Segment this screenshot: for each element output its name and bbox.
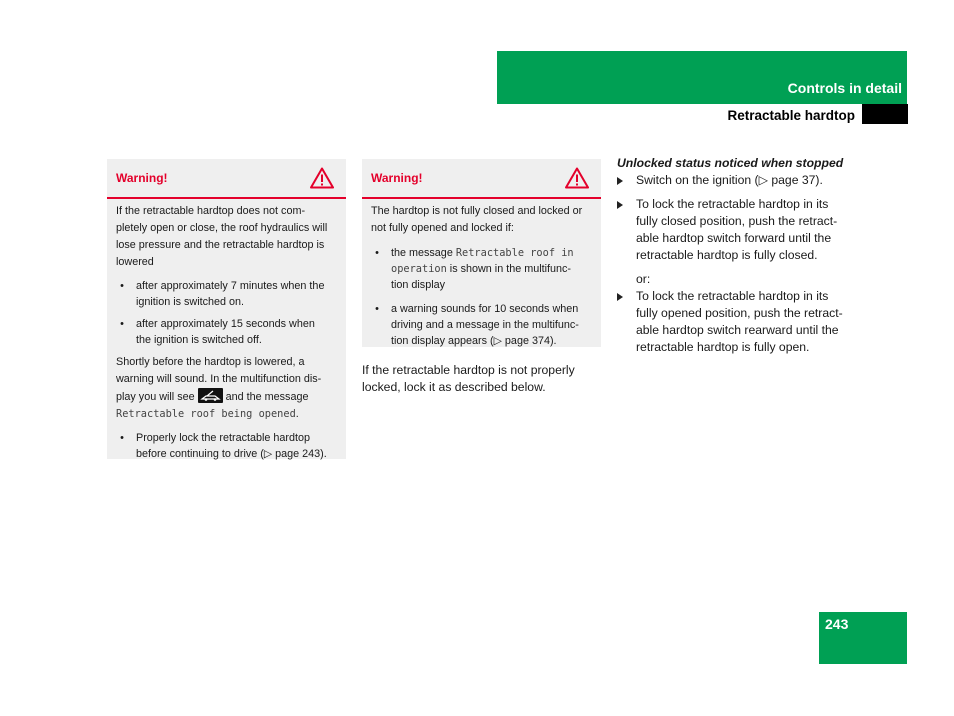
warning-header [362, 159, 601, 199]
right-column [617, 155, 867, 363]
warning-paragraph: Shortly before the hardtop is lowered, a warning will sound. In the multifunction dis- play you will see and the message Retractable roof being opened. [116, 356, 322, 420]
section-marker [862, 104, 908, 124]
warning-intro: The hardtop is not fully closed and locked or not fully opened and locked if: [371, 205, 583, 234]
page-number: 243 [825, 616, 849, 632]
instruction-step: To lock the retractable hardtop in its fully opened position, push the retract- able hardtop switch rearward until the retractable hardtop is fully open. [617, 288, 867, 356]
step-arrow-icon [617, 177, 623, 185]
warning-triangle-icon [310, 167, 334, 189]
step-arrow-icon [617, 201, 623, 209]
list-item: • a warning sounds for 10 seconds when driving and a message in the multifunc- tion display appears (▷ page 374). [375, 303, 579, 347]
warning-title: Warning! [371, 171, 423, 185]
warning-intro: If the retractable hardtop does not com- pletely open or close, the roof hydraulics will lose pressure and the retractable hardtop is lowered [116, 205, 328, 268]
list-item: • after approximately 15 seconds when the ignition is switched off. [120, 318, 315, 346]
section-heading: Unlocked status noticed when stopped [617, 156, 844, 170]
list-item: • after approximately 7 minutes when the ignition is switched on. [120, 280, 325, 308]
section-title: Retractable hardtop [727, 108, 855, 123]
chapter-title: Controls in detail [787, 80, 902, 96]
warning-box-2 [362, 159, 601, 347]
warning-title: Warning! [116, 171, 168, 185]
warning-box-1 [107, 159, 346, 459]
page-number-box [819, 612, 907, 664]
locking-note: If the retractable hardtop is not properly locked, lock it as described below. [362, 363, 575, 394]
warning-header [107, 159, 346, 199]
instruction-step: Switch on the ignition (▷ page 37). [617, 172, 867, 189]
list-item: • the message Retractable roof in operation is shown in the multifunc- tion display [375, 247, 574, 291]
or-text: or: [636, 272, 651, 286]
roof-open-icon [198, 388, 223, 403]
step-arrow-icon [617, 293, 623, 301]
list-item: • Properly lock the retractable hardtop before continuing to drive (▷ page 243). [120, 432, 327, 460]
header-bar [497, 51, 907, 104]
instruction-step: To lock the retractable hardtop in its fully closed position, push the retract- able hardtop switch forward until the retractable hardtop is fully closed. [617, 196, 867, 264]
warning-triangle-icon [565, 167, 589, 189]
